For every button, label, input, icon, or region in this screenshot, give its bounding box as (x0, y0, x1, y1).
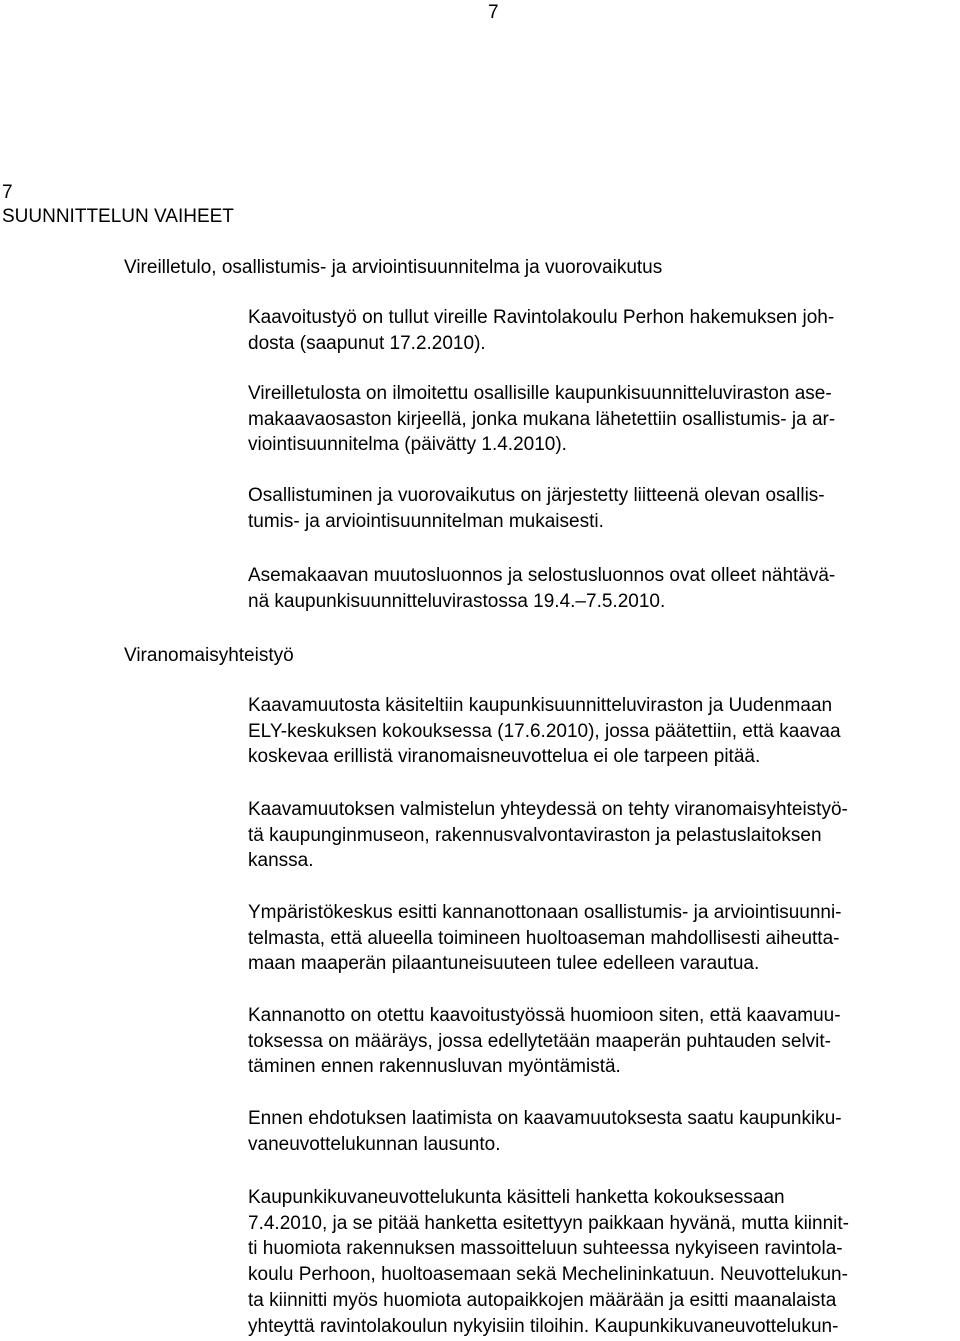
text-line: Ennen ehdotuksen laatimista on kaavamuutoksesta saatu kaupunkiku- (248, 1108, 842, 1129)
paragraph-ymparistokeskus (248, 900, 960, 977)
page-number: 7 (488, 2, 499, 23)
text-line: kanssa. (248, 850, 314, 872)
text-line: makaavaosaston kirjeellä, jonka mukana lähetettiin osallistumis- ja ar- (248, 408, 836, 430)
text-line: yhteyttä ravintolakoulun nykyisiin tiloihin. Kaupunkikuvaneuvottelukun- (248, 1315, 839, 1337)
text-line: Ympäristökeskus esitti kannanottonaan osallistumis- ja arviointisuunni- (248, 902, 842, 923)
text-line: Osallistuminen ja vuorovaikutus on järjestetty liitteenä olevan osallis- (248, 485, 825, 506)
paragraph-osallistuminen (248, 483, 960, 534)
text-line: Kaupunkikuvaneuvottelukunta käsitteli hanketta kokouksessaan (248, 1187, 785, 1208)
text-line: nä kaupunkisuunnitteluvirastossa 19.4.–7.5.2010. (248, 590, 666, 612)
chapter-number: 7 (2, 182, 13, 203)
text-line: tumis- ja arviointisuunnitelman mukaisesti. (248, 510, 604, 532)
text-line: koskevaa erillistä viranomaisneuvottelua ei ole tarpeen pitää. (248, 746, 761, 768)
section-heading-vireilletulo: Vireilletulo, osallistumis- ja arviointisuunnitelma ja vuorovaikutus (124, 257, 663, 278)
text-line: Kannanotto on otettu kaavoitustyössä huomioon siten, että kaavamuu- (248, 1005, 841, 1026)
text-line: ELY-keskuksen kokouksessa (17.6.2010), jossa päätettiin, että kaavaa (248, 720, 841, 742)
text-line: Kaavamuutosta käsiteltiin kaupunkisuunnitteluviraston ja Uudenmaan (248, 695, 833, 716)
text-line: 7.4.2010, ja se pitää hanketta esitettyyn paikkaan hyvänä, mutta kiinnit- (248, 1212, 849, 1234)
text-line: dosta (saapunut 17.2.2010). (248, 332, 486, 354)
paragraph-kannanotto (248, 1003, 960, 1080)
paragraph-kaupunkikuvaneuvottelukunta (248, 1185, 960, 1339)
paragraph-lausunto (248, 1106, 960, 1157)
text-line: Kaavoitustyö on tullut vireille Ravintolakoulu Perhon hakemuksen joh- (248, 307, 835, 328)
text-line: maan maaperän pilaantuneisuuteen tulee edelleen varautua. (248, 953, 760, 975)
text-line: Vireilletulosta on ilmoitettu osallisille kaupunkisuunnitteluviraston ase- (248, 383, 832, 404)
paragraph-vireilletulo (248, 305, 960, 356)
text-line: Kaavamuutoksen valmistelun yhteydessä on tehty viranomaisyhteistyö- (248, 799, 848, 820)
text-line: tä kaupunginmuseon, rakennusvalvontaviraston ja pelastuslaitoksen (248, 824, 822, 846)
text-line: telmasta, että alueella toimineen huoltoaseman mahdollisesti aiheutta- (248, 927, 840, 949)
section-heading-viranomaisyhteistyo: Viranomaisyhteistyö (124, 645, 294, 666)
text-line: viointisuunnitelma (päivätty 1.4.2010). (248, 434, 567, 456)
paragraph-viranomaisyhteistyo (248, 797, 960, 874)
text-line: vaneuvottelukunnan lausunto. (248, 1133, 501, 1155)
paragraph-ilmoitus (248, 381, 960, 458)
text-line: ta kiinnitti myös huomiota autopaikkojen määrään ja esitti maanalaista (248, 1289, 837, 1311)
text-line: koulu Perhoon, huoltoasemaan sekä Mechelininkatuun. Neuvottelukun- (248, 1264, 848, 1286)
text-line: ti huomiota rakennuksen massoitteluun suhteessa nykyiseen ravintola- (248, 1238, 843, 1260)
text-line: täminen ennen rakennusluvan myöntämistä. (248, 1056, 621, 1078)
paragraph-kasittely (248, 693, 960, 770)
paragraph-luonnos (248, 563, 960, 614)
text-line: Asemakaavan muutosluonnos ja selostusluonnos ovat olleet nähtävä- (248, 565, 836, 586)
chapter-title: SUUNNITTELUN VAIHEET (2, 206, 234, 227)
text-line: toksessa on määräys, jossa edellytetään maaperän puhtauden selvit- (248, 1030, 832, 1052)
